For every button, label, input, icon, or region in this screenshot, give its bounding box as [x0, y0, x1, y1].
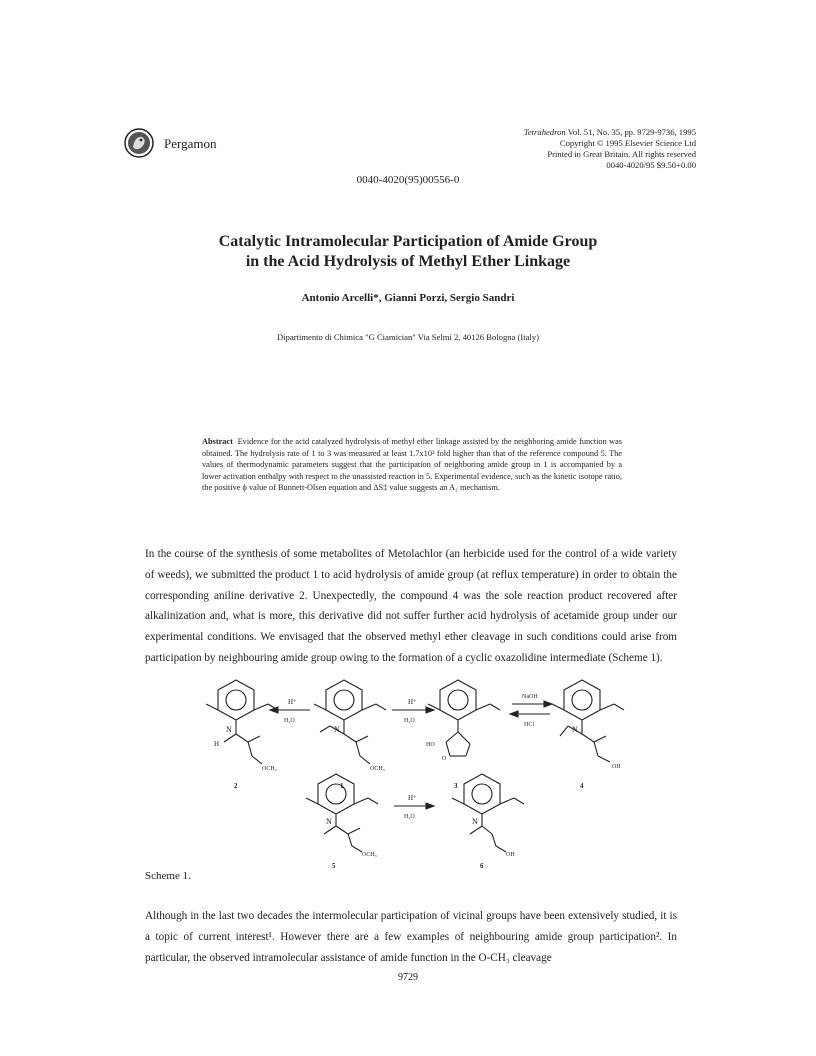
abstract	[202, 436, 622, 494]
scheme-och3-2: OCH₃	[262, 766, 277, 772]
authors: Antonio Arcelli*, Gianni Porzi, Sergio Sandri	[301, 292, 515, 304]
compound-6-structure	[452, 774, 524, 852]
publisher-name: Pergamon	[164, 136, 217, 151]
scheme-ho-group: HO	[426, 742, 435, 748]
scheme-h-group: H	[214, 740, 220, 748]
affiliation: Dipartimento di Chimica "G Ciamician" Via Selmi 2, 40126 Bologna (Italy)	[277, 332, 539, 342]
compound-label-4: 4	[580, 782, 584, 790]
scheme-1-figure	[0, 670, 816, 860]
copyright-line: Copyright © 1995 Elsevier Science Ltd	[559, 138, 696, 148]
doi: 0040-4020(95)00556-0	[356, 174, 460, 186]
journal-info	[524, 127, 696, 171]
journal-volume: Vol. 51, No. 35, pp. 9729-9736, 1995	[565, 127, 696, 137]
arrow4-top: H⁺	[408, 794, 417, 802]
scheme-oh-6: OH	[506, 852, 515, 858]
compound-5-structure	[306, 774, 378, 852]
scheme-och3-1: OCH₃	[370, 766, 385, 772]
body-paragraph-2: Although in the last two decades the intermolecular participation of vicinal groups have been extensively studied, it is a topic of current interest¹. However there are a few examples of neighbouring amide group participation². In particular, the observed intramolecular assistance of amide function in the O-CH₃ cleavage	[145, 910, 677, 964]
title-line-1: Catalytic Intramolecular Participation of Amide Group	[218, 233, 598, 250]
compound-label-5: 5	[332, 862, 336, 870]
abstract-label: Abstract	[202, 437, 233, 446]
scheme-caption: Scheme 1.	[145, 870, 191, 882]
page-number: 9729	[398, 972, 418, 983]
arrow2-bottom: H₂O	[404, 718, 415, 724]
issn-line: 0040-4020/95 $9.50+0.00	[606, 160, 696, 170]
arrow4-bottom: H₂O	[404, 814, 415, 820]
scheme-o-group: O	[442, 756, 447, 762]
compound-label-6: 6	[480, 862, 484, 870]
svg-text:N: N	[572, 725, 578, 734]
arrow1-top: H⁺	[288, 698, 297, 706]
compound-1-structure	[314, 680, 386, 764]
svg-text:N: N	[334, 725, 340, 734]
pergamon-logo-icon	[124, 128, 154, 158]
svg-text:N: N	[326, 817, 332, 826]
journal-name: Tetrahedron	[523, 127, 566, 137]
printed-line: Printed in Great Britain. All rights reserved	[547, 149, 696, 159]
arrow3-bottom: HCl	[524, 722, 535, 728]
compound-label-1: 1	[340, 782, 344, 790]
scheme-och3-5: OCH₃	[362, 852, 377, 858]
arrow3-top: NaOH	[522, 694, 538, 700]
arrow1-bottom: H₂O	[284, 718, 295, 724]
body-paragraph-1: In the course of the synthesis of some metabolites of Metolachlor (an herbicide used for the control of a wide variety of weeds), we submitted the product 1 to acid hydrolysis of amide group (at reflux temperature) in order to obtain the corresponding aniline derivative 2. Unexpectedly, the compound 4 was the sole reaction product recovered after alkalinization and, what is more, this derivative did not suffer further acid hydrolysis of acetamide group under our experimental conditions. We envisaged that the observed methyl ether cleavage in such conditions could arise from participation by neighbouring amide group owing to the formation of a cyclic oxazolidine intermediate (Scheme 1).	[145, 548, 677, 664]
compound-label-3: 3	[454, 782, 458, 790]
title-line-2: in the Acid Hydrolysis of Methyl Ether Linkage	[245, 253, 571, 270]
svg-text:N: N	[226, 725, 232, 734]
arrow2-top: H⁺	[408, 698, 417, 706]
abstract-text: Evidence for the acid catalyzed hydrolysis of methyl ether linkage assisted by the neighboring amide function was obtained. The hydrolysis rate of 1 to 3 was measured at least 1.7x10³ fold higher than that of the reference compound 5. The values of thermodynamic parameters suggest that the participation of neighboring amide group in 1 is accompanied by a lower activation enthalpy with respect to the unassisted reaction in 5. Experimental evidence, such as the kinetic isotope ratio, the positive ϕ value of Bunnett-Olsen equation and ΔS‡ value suggests an A₂ mechanism.	[202, 437, 622, 493]
paper-title	[0, 232, 816, 272]
svg-text:N: N	[472, 817, 478, 826]
compound-label-2: 2	[234, 782, 238, 790]
compound-3-structure	[428, 680, 500, 756]
compound-2-structure	[206, 680, 278, 764]
scheme-oh-4: OH	[612, 764, 621, 770]
compound-4-structure	[552, 680, 624, 762]
